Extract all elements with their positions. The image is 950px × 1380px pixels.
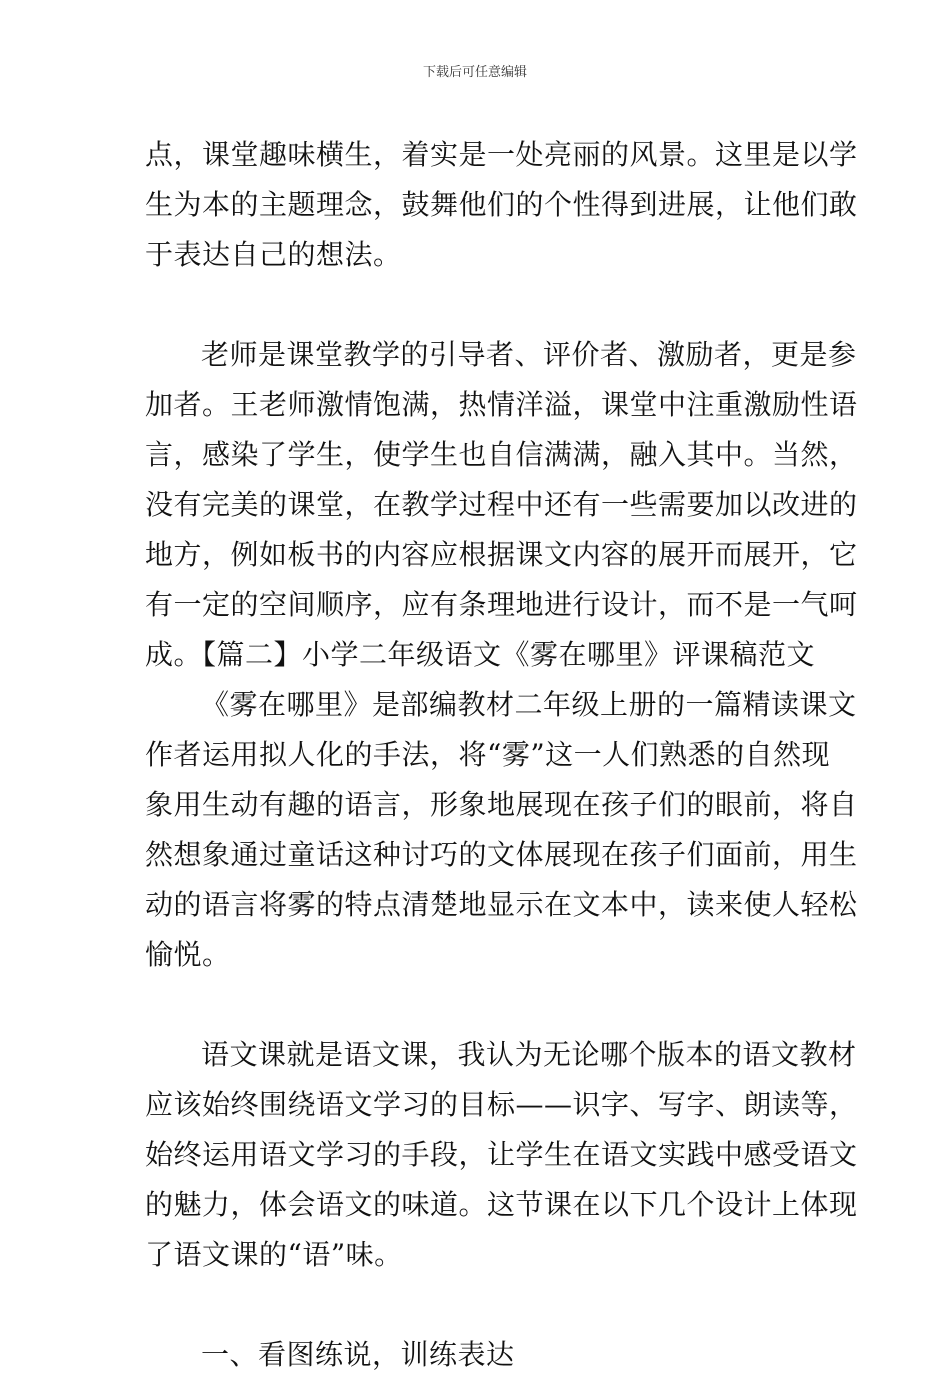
text-line: 语文课就是语文课，我认为无论哪个版本的语文教材 xyxy=(201,1038,857,1071)
section-heading: 一、看图练说，训练表达 xyxy=(201,1338,515,1371)
text-line: 作者运用拟人化的手法，将“雾”这一人们熟悉的自然现 xyxy=(145,738,831,771)
text-line: 地方，例如板书的内容应根据课文内容的展开而展开，它 xyxy=(145,538,858,571)
text-line: 了语文课的“语”味。 xyxy=(145,1238,403,1271)
text-line: 于表达自己的想法。 xyxy=(145,238,402,271)
text-line: 象用生动有趣的语言，形象地展现在孩子们的眼前，将自 xyxy=(145,788,858,821)
paragraph-gap xyxy=(145,980,817,1030)
text-line: 愉悦。 xyxy=(145,938,231,971)
text-line: 有一定的空间顺序，应有条理地进行设计，而不是一气呵 xyxy=(145,588,858,621)
paragraph-gap xyxy=(145,1280,817,1330)
document-body xyxy=(145,130,858,1380)
text-line: 应该始终围绕语文学习的目标——识字、写字、朗读等， xyxy=(145,1088,858,1121)
text-line: 始终运用语文学习的手段，让学生在语文实践中感受语文 xyxy=(145,1138,858,1171)
page-header-note: 下载后可任意编辑 xyxy=(422,65,527,80)
paragraph-gap xyxy=(145,280,817,330)
text-line: 点，课堂趣味横生，着实是一处亮丽的风景。这里是以学 xyxy=(145,138,858,171)
text-line: 动的语言将雾的特点清楚地显示在文本中，读来使人轻松 xyxy=(145,888,858,921)
text-line: 加者。王老师激情饱满，热情洋溢，课堂中注重激励性语 xyxy=(145,388,858,421)
text-line: 《雾在哪里》是部编教材二年级上册的一篇精读课文 xyxy=(201,688,857,721)
text-line: 成。【篇二】小学二年级语文《雾在哪里》评课稿范文 xyxy=(145,638,816,671)
text-line: 没有完美的课堂，在教学过程中还有一些需要加以改进的 xyxy=(145,488,858,521)
text-line: 生为本的主题理念，鼓舞他们的个性得到进展，让他们敢 xyxy=(145,188,858,221)
text-line: 的魅力，体会语文的味道。这节课在以下几个设计上体现 xyxy=(145,1188,858,1221)
text-line: 言，感染了学生，使学生也自信满满，融入其中。当然， xyxy=(145,438,858,471)
text-line: 老师是课堂教学的引导者、评价者、激励者，更是参 xyxy=(201,338,857,371)
text-line: 然想象通过童话这种讨巧的文体展现在孩子们面前，用生 xyxy=(145,838,858,871)
